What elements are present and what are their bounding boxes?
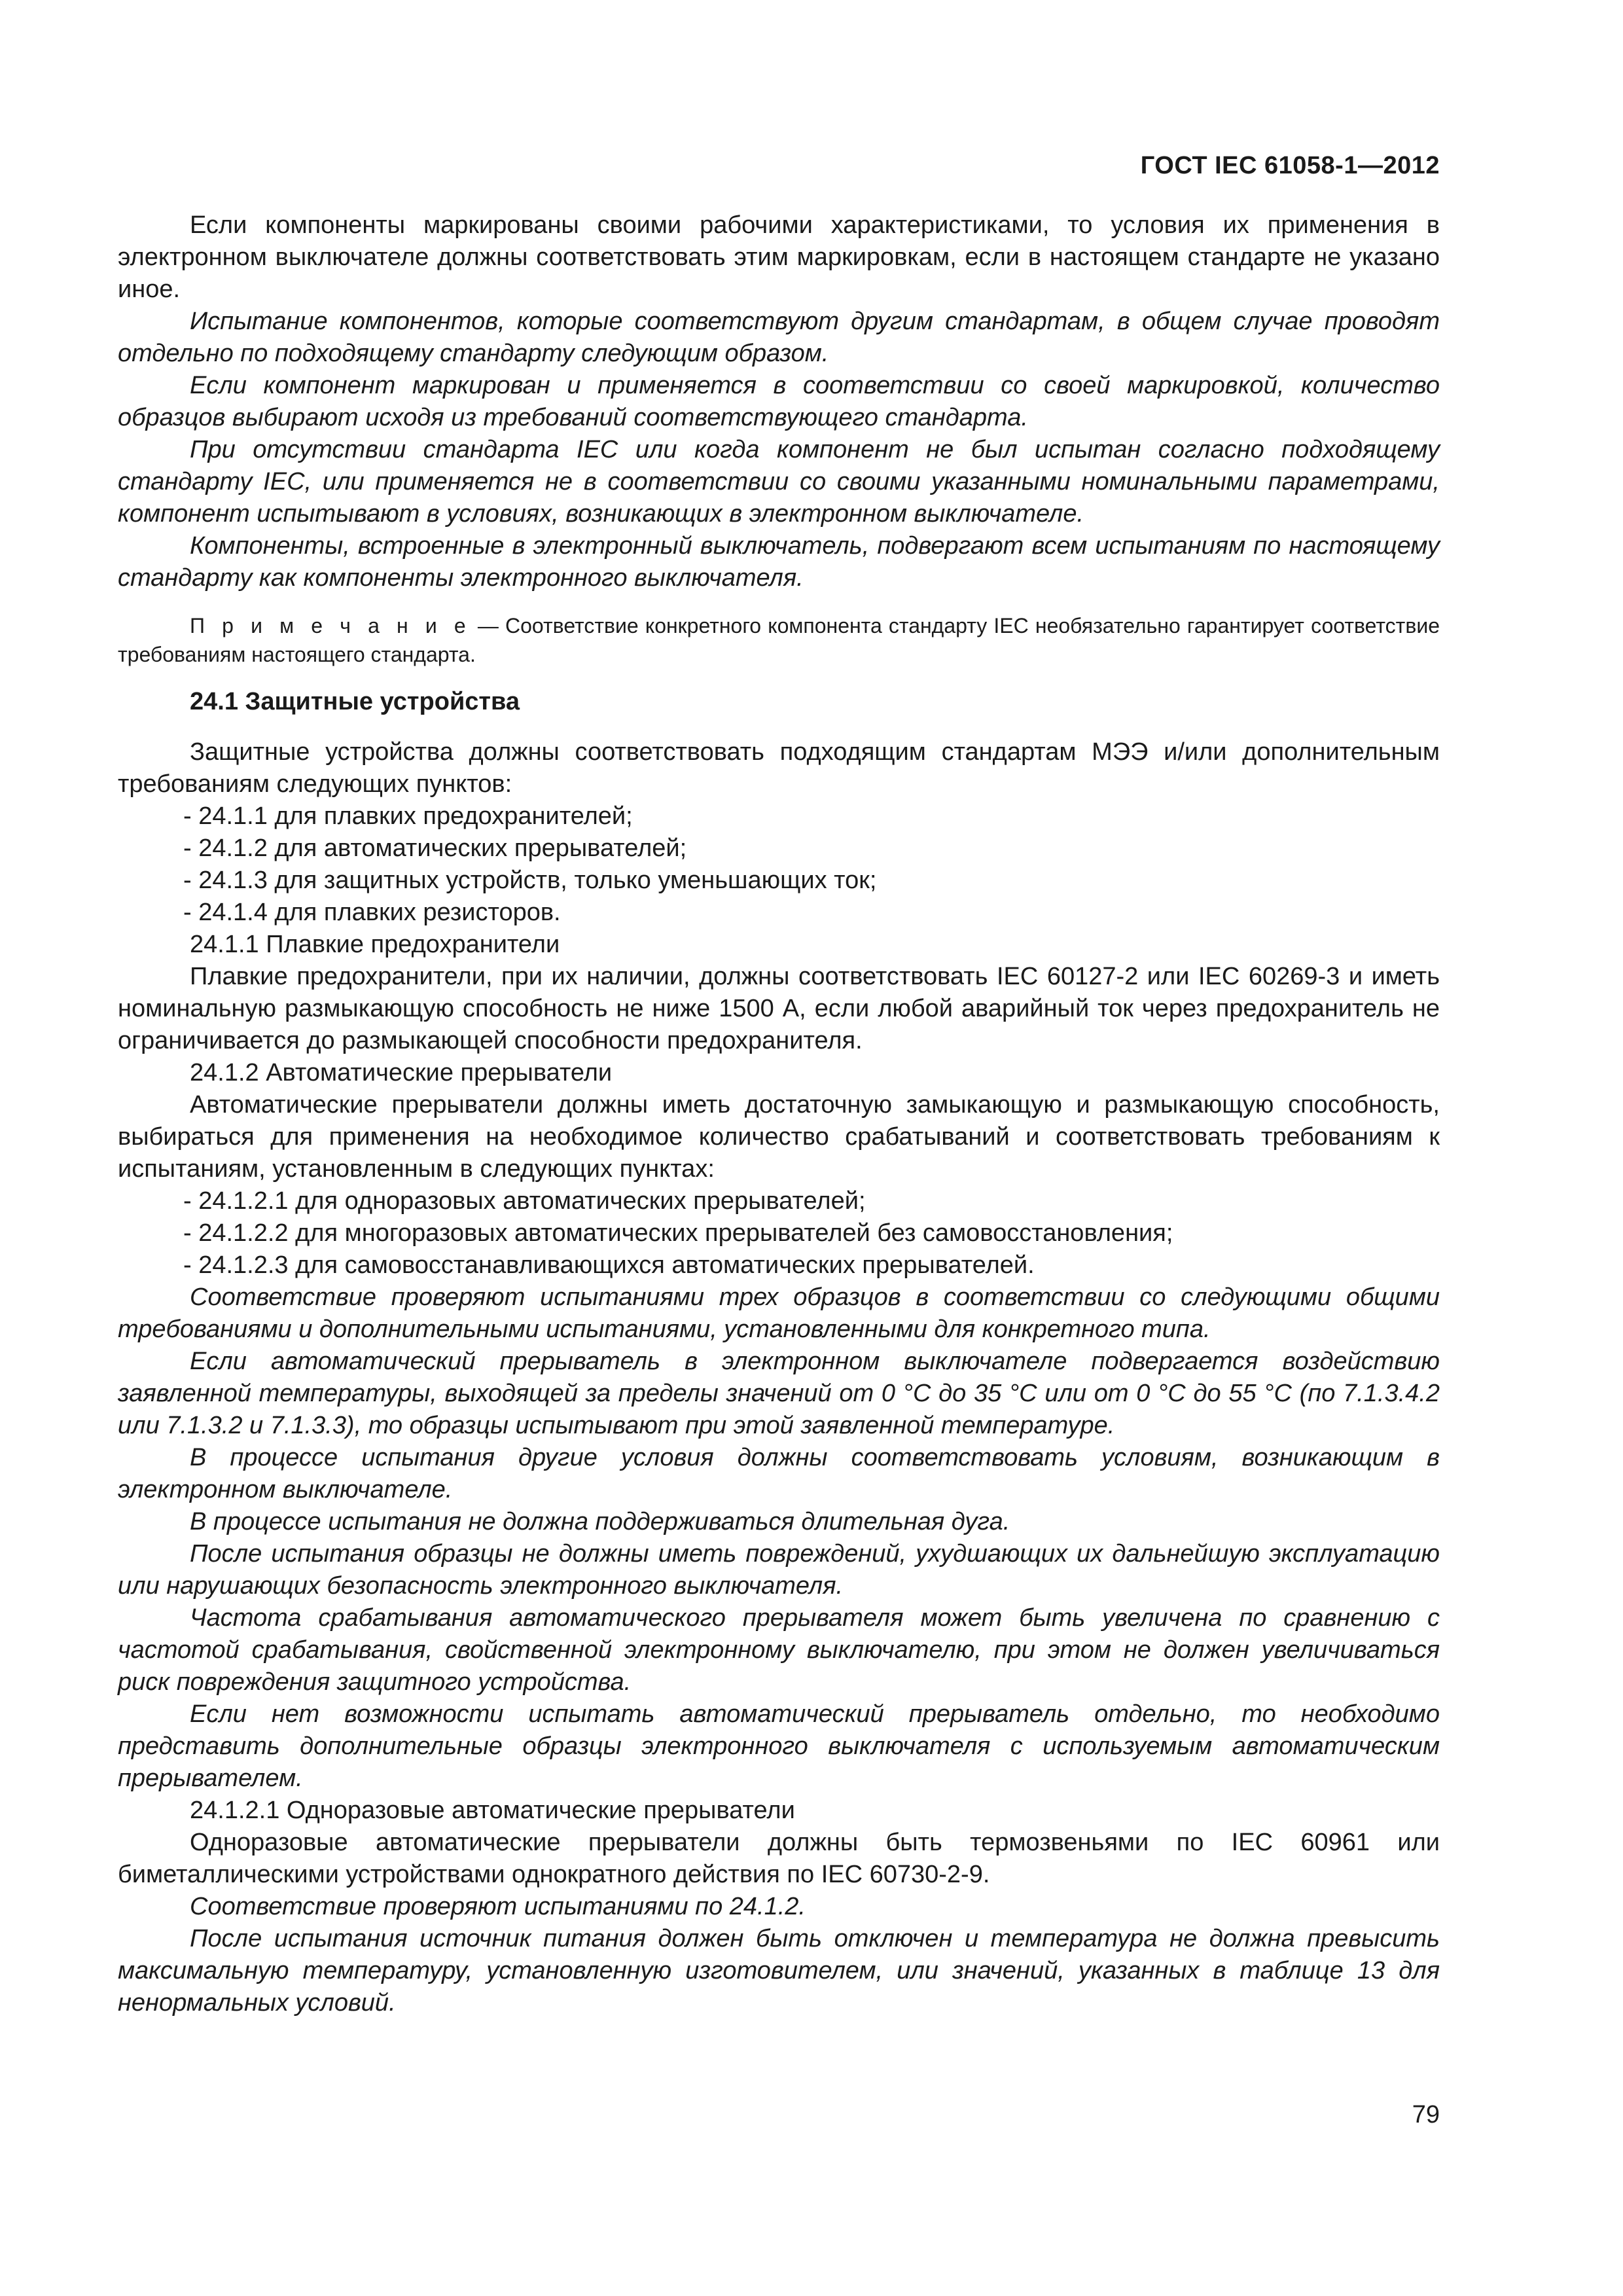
list-item: - 24.1.1 для плавких предохранителей; [183,802,633,830]
list-item: - 24.1.2 для автоматических прерывателей; [183,834,687,862]
paragraph: После испытания образцы не должны иметь повреждений, ухудшающих их дальнейшую эксплуатацию или нарушающих безопасность электронного выключателя. [118,1540,1440,1600]
paragraph: Соответствие проверяют испытаниями трех образцов в соответствии со следующими общими требованиями и дополнительными испытаниями, установленными для конкретного типа. [118,1283,1440,1343]
paragraph: Компоненты, встроенные в электронный выключатель, подвергают всем испытаниям по настоящему стандарту как компоненты электронного выключателя. [118,532,1440,592]
paragraph: Если нет возможности испытать автоматический прерыватель отдельно, то необходимо представить дополнительные образцы электронного выключателя с используемым автоматическим прерывателем. [118,1700,1440,1792]
note-label: П р и м е ч а н и е [190,614,471,637]
paragraph: Автоматические прерыватели должны иметь достаточную замыкающую и размыкающую способность, выбираться для применения на необходимое количество срабатываний и соответствовать требованиям к испытаниям, установленным в следующих пунктах: [118,1091,1440,1183]
document-header: ГОСТ IEC 61058-1—2012 [1140,152,1440,179]
list-item: - 24.1.2.3 для самовосстанавливающихся автоматических прерывателей. [183,1251,1035,1279]
list-item: - 24.1.3 для защитных устройств, только уменьшающих ток; [183,867,877,894]
paragraph: В процессе испытания другие условия должны соответствовать условиям, возникающим в электронном выключателе. [118,1444,1440,1503]
subsection-title: 24.1.1 Плавкие предохранители [190,931,560,958]
paragraph: При отсутствии стандарта IEC или когда компонент не был испытан согласно подходящему стандарту IEC, или применяется не в соответствии со своими указанными номинальными параметрами, компонент испытывают в условиях, возникающих в электронном выключателе. [118,436,1440,528]
paragraph: Частота срабатывания автоматического прерывателя может быть увеличена по сравнению с частотой срабатывания, свойственной электронному выключателю, при этом не должен увеличиваться риск повреждения защитного устройства. [118,1604,1440,1696]
paragraph: После испытания источник питания должен быть отключен и температура не должна превысить максимальную температуру, установленную изготовителем, или значений, указанных в таблице 13 для ненормальных условий. [118,1925,1440,2017]
note [118,611,1440,669]
paragraph: Испытание компонентов, которые соответствуют другим стандартам, в общем случае проводят отдельно по подходящему стандарту следующим образом. [118,308,1440,367]
section-title: 24.1 Защитные устройства [190,688,520,715]
page-content [118,209,1440,2019]
note-text: — Соответствие конкретного компонента стандарту IEC необязательно гарантирует соответствие требованиям настоящего стандарта. [118,614,1440,666]
subsection-title: 24.1.2 Автоматические прерыватели [190,1059,613,1086]
paragraph: Плавкие предохранители, при их наличии, должны соответствовать IEC 60127-2 или IEC 60269-3 и иметь номинальную размыкающую способность не ниже 1500 А, если любой аварийный ток через предохранитель не ограничивается до размыкающей способности предохранителя. [118,963,1440,1054]
paragraph: Защитные устройства должны соответствовать подходящим стандартам МЭЭ и/или дополнительным требованиям следующих пунктов: [118,738,1440,798]
subsection-title: 24.1.2.1 Одноразовые автоматические прерыватели [190,1797,795,1824]
page-number: 79 [1412,2101,1440,2128]
paragraph: Если компонент маркирован и применяется в соответствии со своей маркировкой, количество образцов выбирают исходя из требований соответствующего стандарта. [118,372,1440,431]
paragraph: Соответствие проверяют испытаниями по 24.1.2. [190,1893,806,1920]
paragraph: Если автоматический прерыватель в электронном выключателе подвергается воздействию заявленной температуры, выходящей за пределы значений от 0 °С до 35 °С или от 0 °С до 55 °С (по 7.1.3.4.2 или 7.1.3.2 и 7.1.3.3), то образцы испытывают при этой заявленной температуре. [118,1348,1440,1439]
paragraph: Если компоненты маркированы своими рабочими характеристиками, то условия их применения в электронном выключателе должны соответствовать этим маркировкам, если в настоящем стандарте не указано иное. [118,211,1440,303]
paragraph: В процессе испытания не должна поддерживаться длительная дуга. [190,1508,1010,1535]
list-item: - 24.1.4 для плавких резисторов. [183,899,561,926]
list-item: - 24.1.2.1 для одноразовых автоматических прерывателей; [183,1187,866,1215]
paragraph: Одноразовые автоматические прерыватели должны быть термозвеньями по IEC 60961 или биметаллическими устройствами однократного действия по IEC 60730-2-9. [118,1829,1440,1888]
list-item: - 24.1.2.2 для многоразовых автоматических прерывателей без самовосстановления; [183,1219,1173,1247]
